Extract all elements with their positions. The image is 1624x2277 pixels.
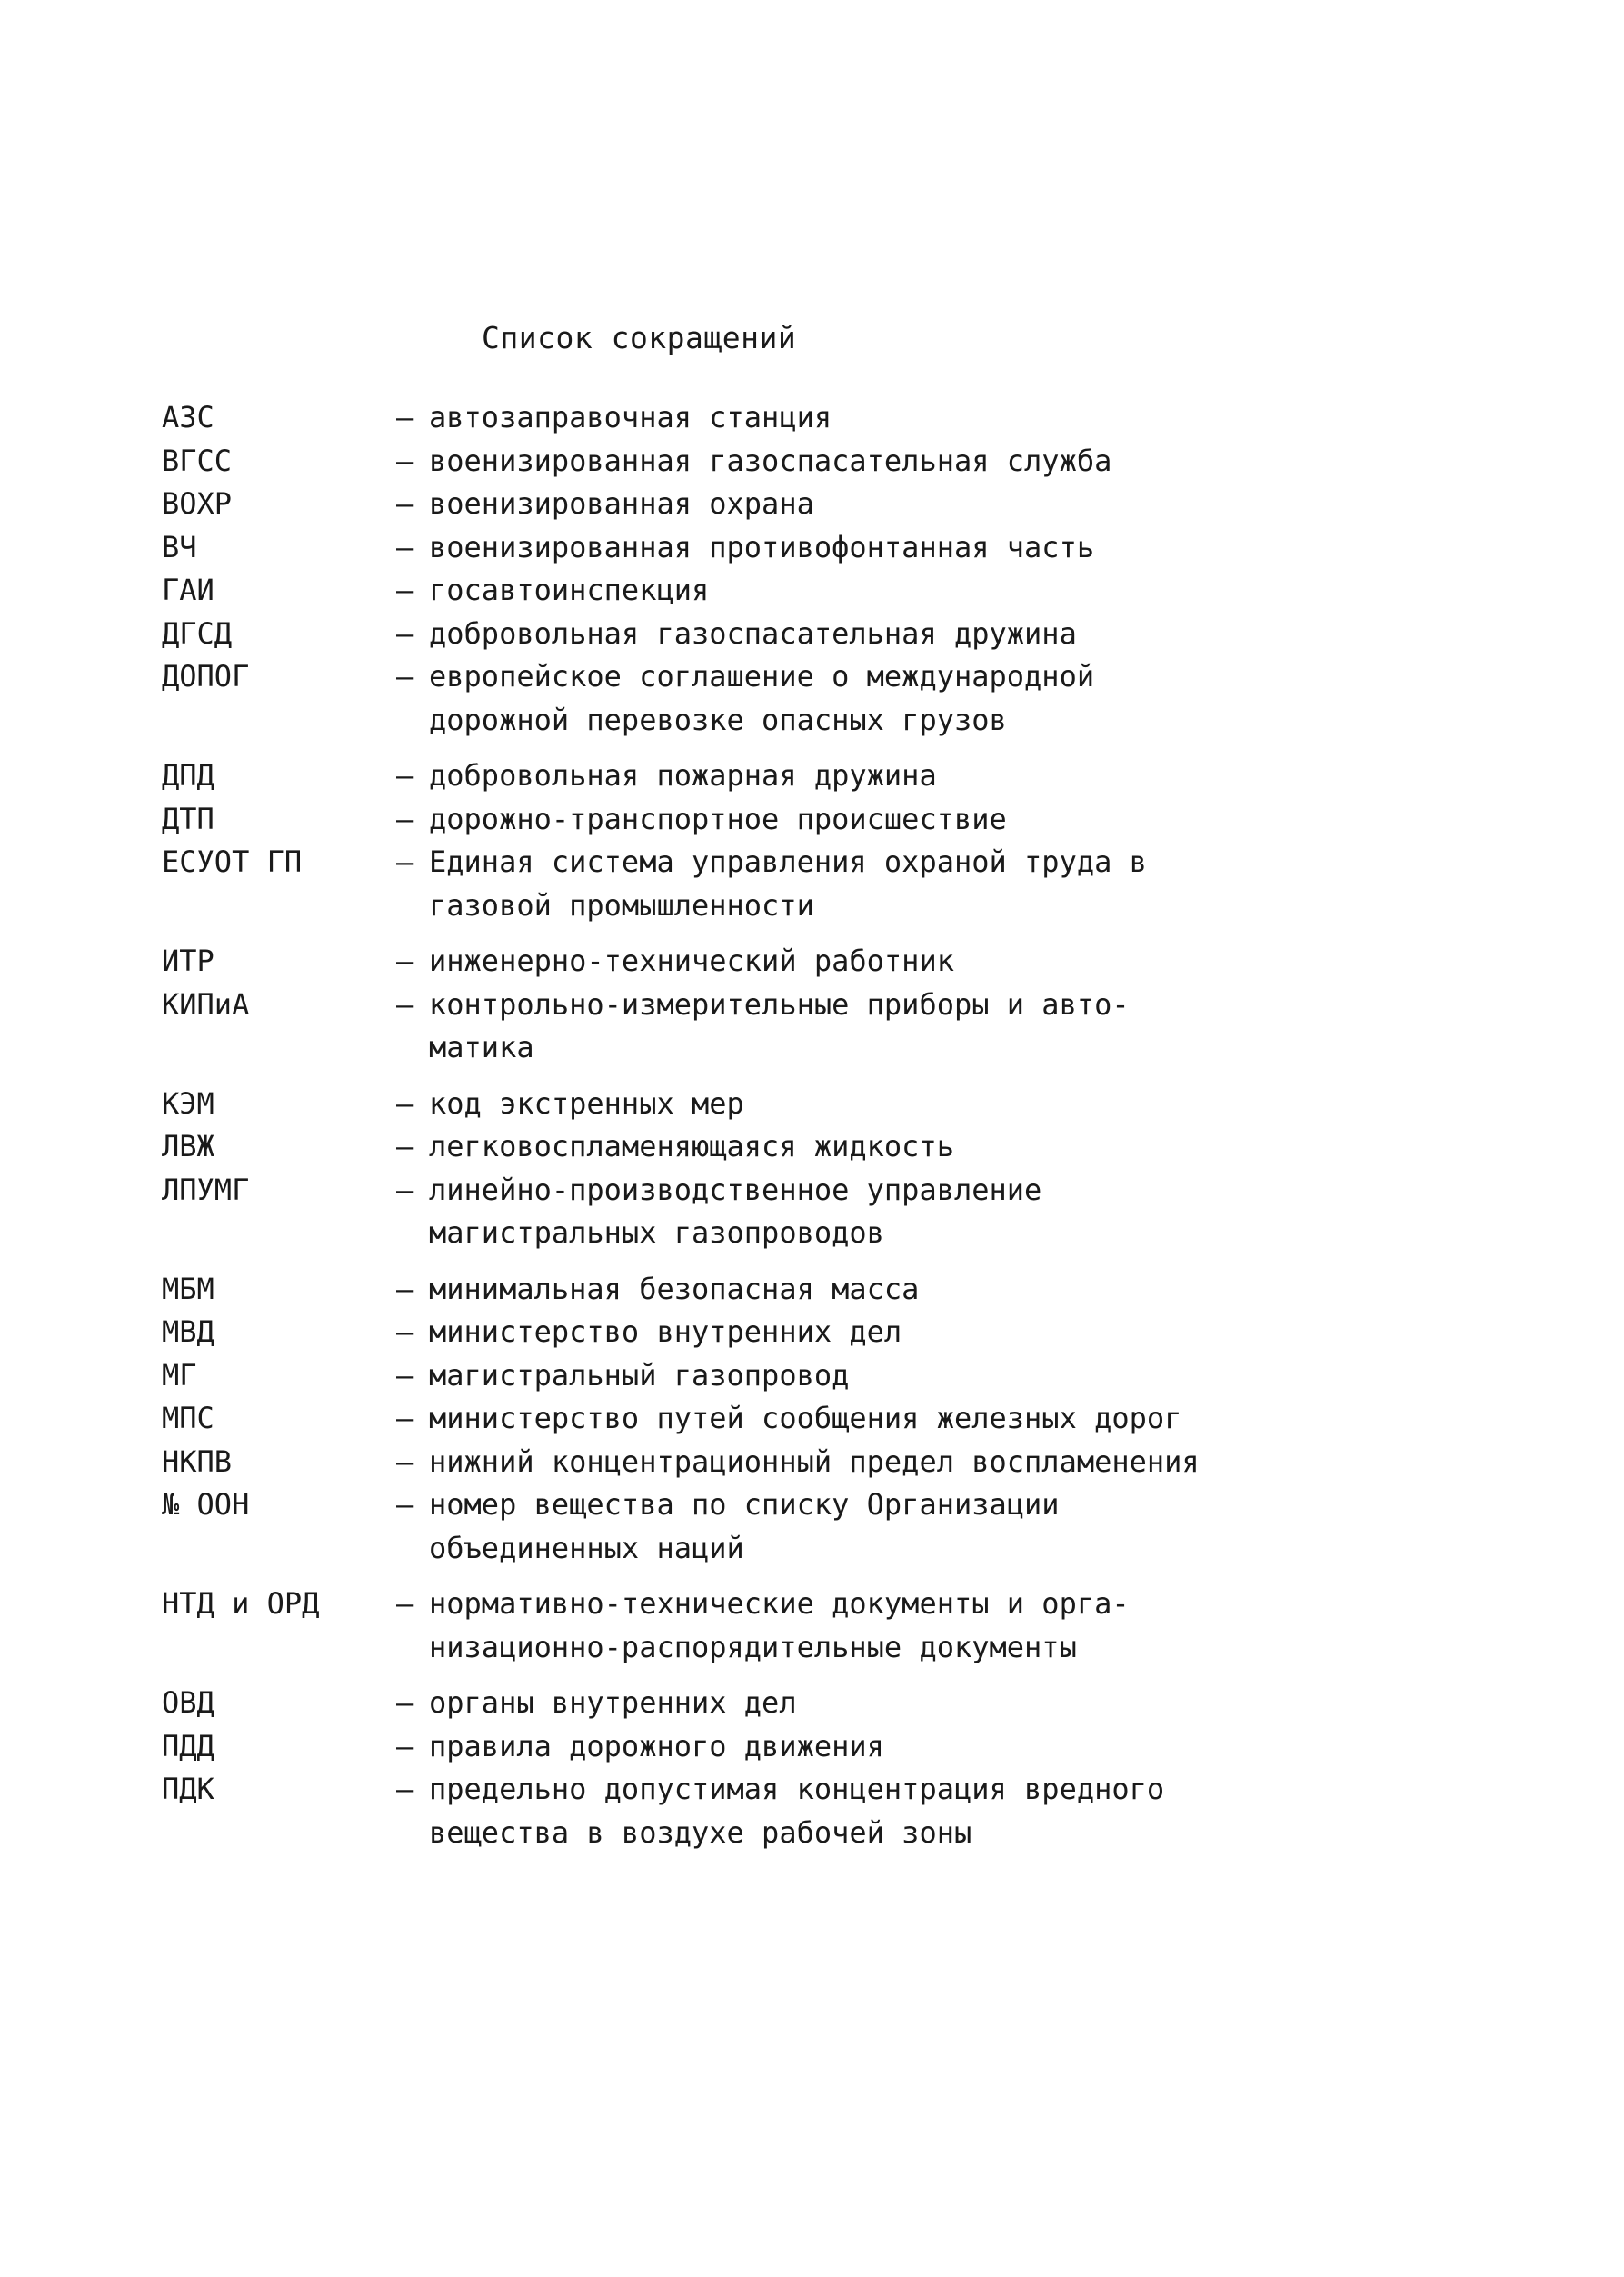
definition-line: газовой промышленности [429,887,814,923]
definition-dash: – [396,1314,414,1349]
abbreviation-entry [162,483,1543,526]
definition-line: министерство внутренних дел [429,1314,902,1349]
abbreviation-term: МПС [162,1401,214,1435]
definition-line: матика [429,1030,534,1064]
definition-dash: – [396,1443,414,1479]
definition-line: низационно-распорядительные документы [429,1629,1077,1664]
abbreviation-definition [429,1311,1543,1354]
definition-dash: – [396,1685,414,1720]
definition-line: легковоспламеняющаяся жидкость [429,1129,954,1163]
definition-line: европейское соглашение о международной [429,659,1095,694]
abbreviation-definition [429,1682,1543,1725]
abbreviation-definition [429,1768,1543,1854]
definition-dash: – [396,529,414,564]
abbreviation-entry [162,396,1543,440]
abbreviation-entry [162,526,1543,570]
abbreviation-definition [429,526,1543,570]
definition-dash: – [396,659,414,694]
abbreviation-term: ДТП [162,801,214,836]
abbreviation-term: НТД и ОРД [162,1586,320,1621]
abbreviation-definition [429,1268,1543,1312]
abbreviation-definition [429,1169,1543,1255]
definition-line: добровольная газоспасательная дружина [429,615,1077,651]
abbreviation-term: НКПВ [162,1443,233,1479]
abbreviation-term: ЛПУМГ [162,1172,250,1207]
definition-dash: – [396,758,414,793]
definition-line: магистральных газопроводов [429,1215,884,1250]
definition-dash: – [396,1728,414,1763]
abbreviation-entry [162,841,1543,927]
abbreviation-term: ВГСС [162,443,233,478]
abbreviation-definition [429,1354,1543,1398]
definition-dash: – [396,1129,414,1163]
abbreviation-term: ЕСУОТ ГП [162,844,303,879]
definition-line: линейно-производственное управление [429,1172,1042,1207]
definition-line: дорожной перевозке опасных грузов [429,702,1007,737]
abbreviation-term: ДГСД [162,615,233,651]
abbreviation-entry [162,754,1543,798]
abbreviation-term: КЭМ [162,1085,214,1121]
definition-line: министерство путей сообщения железных дорог [429,1401,1182,1435]
definition-line: автозаправочная станция [429,400,832,434]
abbreviation-term: ВОХР [162,486,233,521]
definition-dash: – [396,1487,414,1522]
abbreviation-term: ГАИ [162,573,214,607]
abbreviation-term: ДОПОГ [162,659,250,694]
definition-line: номер вещества по списку Организации [429,1487,1060,1522]
abbreviation-term: МБМ [162,1271,214,1306]
definition-dash: – [396,573,414,607]
definition-line: код экстренных мер [429,1085,744,1121]
abbreviation-entry [162,984,1543,1070]
definition-dash: – [396,801,414,836]
abbreviation-term: ИТР [162,944,214,978]
abbreviation-entry [162,1125,1543,1169]
definition-line: объединенных наций [429,1530,744,1565]
abbreviation-entry [162,569,1543,613]
abbreviation-entry [162,940,1543,984]
definition-line: нижний концентрационный предел воспламенения [429,1443,1200,1479]
definition-dash: – [396,1085,414,1121]
abbreviation-term: МВД [162,1314,214,1349]
definition-dash: – [396,615,414,651]
abbreviation-entry [162,1169,1543,1255]
abbreviation-definition [429,396,1543,440]
abbreviation-entry [162,1725,1543,1769]
definition-line: Единая система управления охраной труда в [429,844,1147,879]
abbreviation-term: ПДД [162,1728,214,1763]
page-title: Список сокращений [482,320,797,355]
abbreviation-term: № ООН [162,1487,250,1522]
abbreviation-definition [429,1583,1543,1669]
definition-line: военизированная противофонтанная часть [429,529,1095,564]
abbreviation-entry [162,1441,1543,1484]
definition-dash: – [396,1172,414,1207]
definition-dash: – [396,1271,414,1306]
abbreviation-definition [429,754,1543,798]
abbreviation-entry [162,1311,1543,1354]
abbreviation-definition [429,1725,1543,1769]
abbreviation-entry [162,1583,1543,1669]
abbreviation-list [162,396,1543,1867]
definition-line: предельно допустимая концентрация вредного [429,1772,1165,1806]
abbreviation-definition [429,440,1543,484]
abbreviation-term: МГ [162,1357,197,1393]
abbreviation-entry [162,1682,1543,1725]
abbreviation-entry [162,1083,1543,1126]
abbreviation-entry [162,798,1543,842]
abbreviation-term: АЗС [162,400,214,434]
abbreviation-entry [162,613,1543,656]
abbreviation-term: ЛВЖ [162,1129,214,1163]
definition-line: правила дорожного движения [429,1728,884,1763]
definition-dash: – [396,1772,414,1806]
definition-dash: – [396,1401,414,1435]
abbreviation-definition [429,613,1543,656]
definition-dash: – [396,443,414,478]
abbreviation-definition [429,1441,1543,1484]
definition-line: госавтоинспекция [429,573,710,607]
abbreviation-term: ПДК [162,1772,214,1806]
definition-line: вещества в воздухе рабочей зоны [429,1814,972,1850]
abbreviation-definition [429,841,1543,927]
abbreviation-definition [429,483,1543,526]
definition-line: дорожно-транспортное происшествие [429,801,1007,836]
abbreviation-definition [429,1397,1543,1441]
abbreviation-definition [429,655,1543,742]
abbreviation-entry [162,1354,1543,1398]
abbreviation-definition [429,940,1543,984]
definition-line: контрольно-измерительные приборы и авто- [429,986,1130,1022]
abbreviation-entry [162,1397,1543,1441]
abbreviation-entry [162,1768,1543,1854]
definition-line: добровольная пожарная дружина [429,758,937,793]
abbreviation-entry [162,1483,1543,1570]
abbreviation-entry [162,1268,1543,1312]
definition-dash: – [396,486,414,521]
definition-dash: – [396,986,414,1022]
definition-line: магистральный газопровод [429,1357,850,1393]
definition-line: минимальная безопасная масса [429,1271,920,1306]
abbreviation-definition [429,798,1543,842]
definition-dash: – [396,944,414,978]
abbreviation-definition [429,569,1543,613]
definition-line: инженерно-технический работник [429,944,954,978]
definition-line: органы внутренних дел [429,1685,797,1720]
abbreviation-term: КИПиА [162,986,250,1022]
abbreviation-term: ДПД [162,758,214,793]
definition-dash: – [396,1586,414,1621]
abbreviation-entry [162,440,1543,484]
abbreviation-term: ОВД [162,1685,214,1720]
definition-line: военизированная охрана [429,486,814,521]
abbreviation-entry [162,655,1543,742]
abbreviation-definition [429,1483,1543,1570]
abbreviation-definition [429,984,1543,1070]
definition-dash: – [396,400,414,434]
abbreviation-term: ВЧ [162,529,197,564]
definition-dash: – [396,1357,414,1393]
definition-line: военизированная газоспасательная служба [429,443,1112,478]
abbreviation-definition [429,1125,1543,1169]
definition-line: нормативно-технические документы и орга- [429,1586,1130,1621]
abbreviation-definition [429,1083,1543,1126]
definition-dash: – [396,844,414,879]
